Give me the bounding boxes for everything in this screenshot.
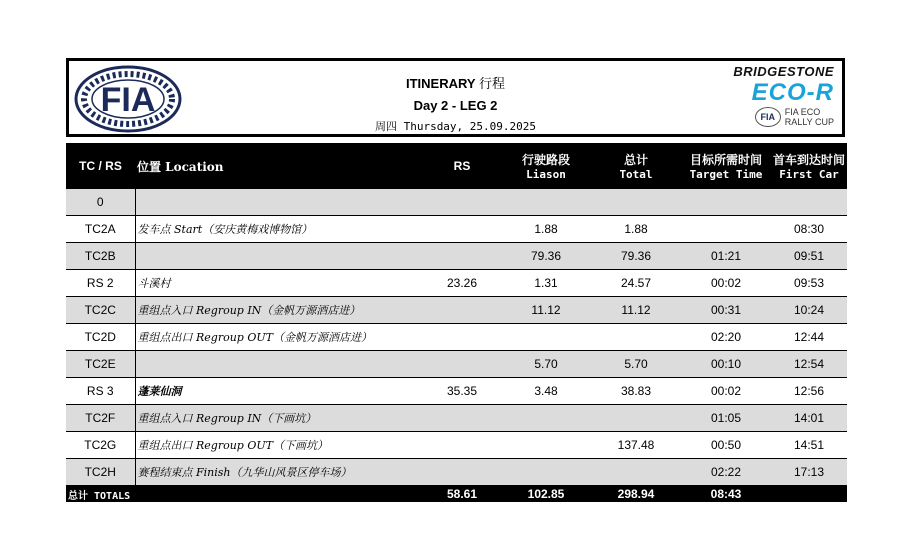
totals-total: 298.94 bbox=[591, 486, 681, 503]
table-row: TC2A 发车点 Start（安庆黄梅戏博物馆） 1.88 1.88 08:30 bbox=[66, 216, 847, 243]
col-first-car: 首车到达时间 First Car bbox=[771, 143, 847, 189]
col-rs: RS bbox=[423, 143, 501, 189]
totals-first bbox=[771, 486, 847, 503]
totals-rs: 58.61 bbox=[423, 486, 501, 503]
table-row: TC2H 赛程结束点 Finish（九华山风景区停车场） 02:22 17:13 bbox=[66, 459, 847, 486]
totals-liaison: 102.85 bbox=[501, 486, 591, 503]
table-row: TC2C 重组点入口 Regroup IN（金帆万源酒店进） 11.12 11.12 00:31 10:24 bbox=[66, 297, 847, 324]
svg-text:FIA: FIA bbox=[100, 81, 156, 119]
itinerary-sheet bbox=[66, 58, 845, 502]
totals-target: 08:43 bbox=[681, 486, 771, 503]
fia-logo-icon bbox=[74, 65, 182, 133]
col-target-time: 目标所需时间 Target Time bbox=[681, 143, 771, 189]
event-date: 周四 Thursday, 25.09.2025 bbox=[374, 120, 537, 133]
col-total: 总计 Total bbox=[591, 143, 681, 189]
table-row: 0 bbox=[66, 189, 847, 216]
col-tc: TC / RS bbox=[66, 143, 135, 189]
fia-mini-logo-icon: FIA bbox=[755, 107, 781, 127]
page-title: ITINERARY 行程 bbox=[406, 76, 505, 91]
bridgestone-logo: BRIDGESTONE bbox=[733, 64, 834, 79]
table-row: TC2D 重组点出口 Regroup OUT（金帆万源酒店进） 02:20 12:44 bbox=[66, 324, 847, 351]
col-liaison: 行驶路段 Liason bbox=[501, 143, 591, 189]
sponsor-logos bbox=[724, 64, 834, 136]
table-row: TC2B 79.36 79.36 01:21 09:51 bbox=[66, 243, 847, 270]
table-row: TC2F 重组点入口 Regroup IN（下画坑） 01:05 14:01 bbox=[66, 405, 847, 432]
table-header-row bbox=[66, 143, 847, 189]
itinerary-table bbox=[66, 143, 847, 502]
eco-rally-cup-logo: FIA FIA ECO RALLY CUP bbox=[724, 107, 834, 127]
table-row: RS 2 斗溪村 23.26 1.31 24.57 00:02 09:53 bbox=[66, 270, 847, 297]
title-block bbox=[269, 73, 642, 134]
header bbox=[66, 58, 845, 137]
col-location: 位置 Location bbox=[135, 143, 423, 189]
eco-r-logo: ECO-R bbox=[751, 79, 834, 106]
table-row: TC2G 重组点出口 Regroup OUT（下画坑） 137.48 00:50 14:51 bbox=[66, 432, 847, 459]
table-row: TC2E 5.70 5.70 00:10 12:54 bbox=[66, 351, 847, 378]
totals-row bbox=[66, 486, 847, 503]
table-row: RS 3 蓬莱仙洞 35.35 3.48 38.83 00:02 12:56 bbox=[66, 378, 847, 405]
leg-subtitle: Day 2 - LEG 2 bbox=[413, 98, 498, 113]
totals-label: 总计 TOTALS bbox=[66, 486, 423, 503]
